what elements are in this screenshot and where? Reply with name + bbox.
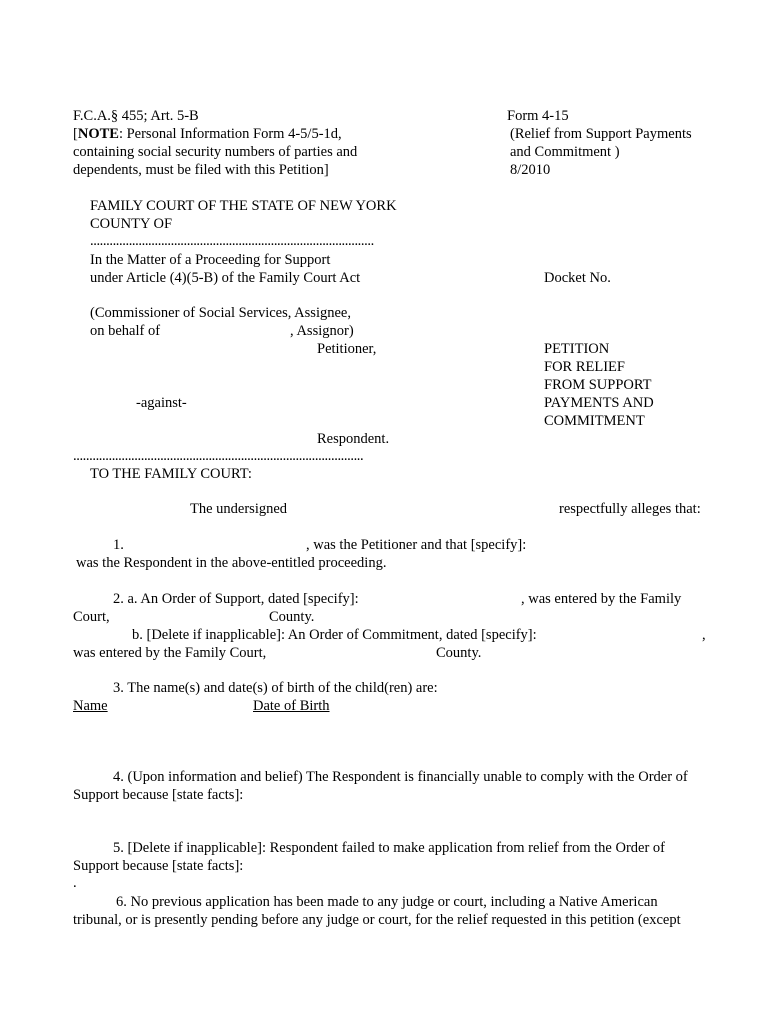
column-header-name: Name [73, 698, 108, 714]
paragraph-2a-entered: , was entered by the Family [521, 591, 682, 607]
to-the-family-court: TO THE FAMILY COURT: [90, 466, 252, 482]
assignor-label: , Assignor) [290, 323, 354, 339]
matter-line-2: under Article (4)(5-B) of the Family Court Act [90, 270, 361, 286]
note-label: NOTE [77, 126, 119, 142]
form-description-1: (Relief from Support Payments [510, 126, 692, 142]
the-undersigned: The undersigned [190, 501, 288, 517]
note-line-1: [NOTE: Personal Information Form 4-5/5-1d, [73, 126, 342, 142]
form-description-2: and Commitment ) [510, 144, 620, 160]
court-name: FAMILY COURT OF THE STATE OF NEW YORK [90, 198, 397, 214]
paragraph-3-text: 3. The name(s) and date(s) of birth of the child(ren) are: [113, 680, 438, 696]
column-header-date-of-birth: Date of Birth [253, 698, 330, 714]
county-of: COUNTY OF [90, 216, 173, 232]
paragraph-2b-entered: was entered by the Family Court, [73, 645, 267, 661]
respectfully-alleges: respectfully alleges that: [559, 501, 701, 517]
paragraph-2a-court: Court, [73, 609, 110, 625]
against-label: -against- [136, 395, 187, 411]
docket-number-label: Docket No. [544, 270, 611, 286]
paragraph-6-line-1: 6. No previous application has been made to any judge or court, including a Native American [116, 894, 658, 910]
petition-title-1: PETITION [544, 341, 610, 357]
petition-title-2: FOR RELIEF [544, 359, 625, 375]
statute-reference: F.C.A.§ 455; Art. 5-B [73, 108, 199, 124]
petition-title-4: PAYMENTS AND [544, 395, 654, 411]
paragraph-2b-comma: , [702, 627, 706, 643]
paragraph-5-line-2: Support because [state facts]: [73, 858, 244, 874]
paragraph-4-line-2: Support because [state facts]: [73, 787, 244, 803]
paragraph-5-line-1: 5. [Delete if inapplicable]: Respondent failed to make application from relief from the Order of [113, 840, 665, 856]
caption-dotted-line-top: ........................................................................................ [90, 233, 374, 249]
paragraph-1-text: , was the Petitioner and that [specify]: [306, 537, 527, 553]
form-number: Form 4-15 [507, 108, 569, 124]
on-behalf-of: on behalf of [90, 323, 161, 339]
respondent-label: Respondent. [317, 431, 390, 447]
note-line-3: dependents, must be filed with this Petition] [73, 162, 329, 178]
paragraph-2a-county: County. [269, 609, 315, 625]
form-date: 8/2010 [510, 162, 551, 178]
note-text: : Personal Information Form 4-5/5-1d, [118, 126, 342, 142]
paragraph-2b-text: b. [Delete if inapplicable]: An Order of Commitment, dated [specify]: [132, 627, 537, 643]
paragraph-4-line-1: 4. (Upon information and belief) The Respondent is financially unable to comply with the Order of [113, 769, 688, 785]
petition-title-3: FROM SUPPORT [544, 377, 652, 393]
paragraph-1-line-2: was the Respondent in the above-entitled proceeding. [76, 555, 387, 571]
paragraph-6-line-2: tribunal, or is presently pending before any judge or court, for the relief requested in this petition (except [73, 912, 681, 928]
paragraph-2b-county: County. [436, 645, 482, 661]
note-line-2: containing social security numbers of parties and [73, 144, 358, 160]
paragraph-5-dot: . [73, 875, 77, 891]
paragraph-2a-text: 2. a. An Order of Support, dated [specify]: [113, 591, 359, 607]
petitioner-label: Petitioner, [317, 341, 377, 357]
caption-dotted-line-bottom: .......................................................................................... [73, 448, 364, 464]
matter-line-1: In the Matter of a Proceeding for Support [90, 252, 331, 268]
commissioner-line-1: (Commissioner of Social Services, Assignee, [90, 305, 351, 321]
petition-title-5: COMMITMENT [544, 413, 645, 429]
paragraph-1-number: 1. [113, 537, 124, 553]
